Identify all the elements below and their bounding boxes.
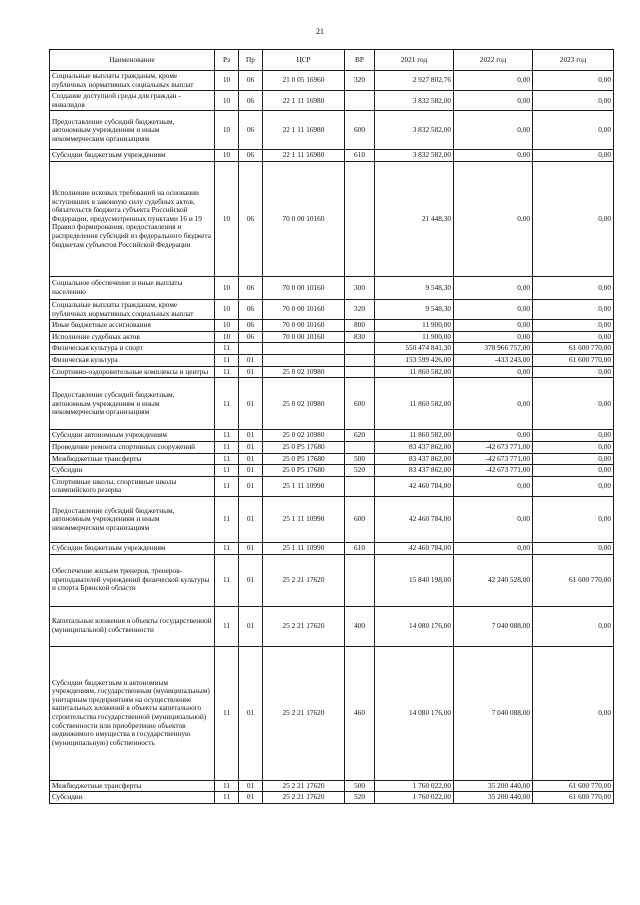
row-vr: 300 [345,277,375,300]
table-row [50,277,614,300]
table-row [50,465,614,477]
row-2022: 0,00 [454,150,533,162]
table-row [50,792,614,804]
row-vr: 520 [345,465,375,477]
table-row [50,366,614,378]
row-rz: 11 [215,465,239,477]
row-rz: 10 [215,331,239,343]
row-pr: 01 [239,453,263,465]
row-name: Межбюджетные трансферты [50,453,215,465]
row-vr: 610 [345,150,375,162]
row-pr: 01 [239,554,263,606]
row-2021: 3 832 582,00 [375,150,454,162]
row-2023: 61 600 770,00 [533,792,614,804]
row-2023: 61 600 770,00 [533,554,614,606]
row-2022: 0,00 [454,331,533,343]
row-vr [345,162,375,277]
row-csr: 25 2 21 17620 [263,792,345,804]
row-2022: 0,00 [454,71,533,91]
row-2021: 11 900,00 [375,331,454,343]
header-pr: Пр [239,50,263,71]
row-rz: 11 [215,542,239,554]
row-pr [239,343,263,355]
row-2023: 0,00 [533,366,614,378]
row-2021: 42 460 784,00 [375,496,454,542]
row-2023: 0,00 [533,150,614,162]
row-rz: 11 [215,792,239,804]
header-2023: 2023 год [533,50,614,71]
row-2023: 0,00 [533,91,614,111]
row-vr [345,355,375,367]
row-2022: 0,00 [454,91,533,111]
table-row [50,150,614,162]
row-vr: 500 [345,780,375,792]
row-2021: 11 900,00 [375,320,454,332]
row-rz: 10 [215,71,239,91]
row-pr: 01 [239,496,263,542]
header-rz: Рз [215,50,239,71]
row-2023: 0,00 [533,277,614,300]
table-row [50,343,614,355]
row-vr [345,343,375,355]
row-rz: 11 [215,606,239,646]
row-2023: 0,00 [533,378,614,430]
row-2022: 0,00 [454,111,533,150]
row-name: Субсидии бюджетным учреждениям [50,150,215,162]
row-2021: 3 832 582,00 [375,111,454,150]
row-name: Проведение ремонта спортивных сооружений [50,441,215,453]
row-2023: 0,00 [533,320,614,332]
table-row [50,496,614,542]
row-pr: 06 [239,277,263,300]
row-rz: 10 [215,320,239,332]
row-pr: 06 [239,71,263,91]
row-2022: -42 673 771,00 [454,465,533,477]
row-2022: 0,00 [454,378,533,430]
table-row [50,300,614,320]
row-rz: 10 [215,162,239,277]
row-2021: 21 448,30 [375,162,454,277]
row-2023: 0,00 [533,331,614,343]
row-vr: 320 [345,300,375,320]
row-name: Субсидии бюджетным учреждениям [50,542,215,554]
table-row [50,476,614,496]
row-2022: 7 040 088,00 [454,646,533,780]
row-2021: 14 080 176,00 [375,606,454,646]
row-pr: 01 [239,366,263,378]
row-2022: -42 673 771,00 [454,453,533,465]
row-pr: 01 [239,646,263,780]
row-pr: 01 [239,355,263,367]
header-csr: ЦСР [263,50,345,71]
row-csr: 25 0 02 10980 [263,430,345,442]
row-2021: 1 760 022,00 [375,780,454,792]
row-vr: 460 [345,646,375,780]
row-csr: 25 2 21 17620 [263,646,345,780]
row-2022: 0,00 [454,300,533,320]
row-name: Предоставление субсидий бюджетным, автономным учреждениям и иным некоммерческим организациям [50,378,215,430]
row-rz: 10 [215,300,239,320]
row-name: Обеспечение жильем тренеров, тренеров-преподавателей учреждений физической культуры и спорта Брянской области [50,554,215,606]
row-csr: 70 0 00 10160 [263,331,345,343]
row-2021: 2 927 802,76 [375,71,454,91]
row-2022: 378 966 757,00 [454,343,533,355]
row-pr: 01 [239,542,263,554]
row-2021: 83 437 862,00 [375,453,454,465]
row-2023: 0,00 [533,162,614,277]
row-2022: -42 673 771,00 [454,441,533,453]
row-csr: 70 0 00 10160 [263,320,345,332]
row-name: Иные бюджетные ассигнования [50,320,215,332]
header-row [50,50,614,71]
row-2023: 0,00 [533,71,614,91]
row-rz: 11 [215,476,239,496]
row-2021: 83 437 862,00 [375,441,454,453]
row-csr [263,343,345,355]
row-2022: 0,00 [454,320,533,332]
row-2021: 9 548,30 [375,277,454,300]
row-pr: 06 [239,331,263,343]
row-rz: 10 [215,277,239,300]
row-csr: 21 0 05 16960 [263,71,345,91]
row-2021: 1 760 022,00 [375,792,454,804]
row-csr: 25 1 11 10990 [263,496,345,542]
row-csr: 22 1 11 16980 [263,91,345,111]
row-2021: 153 599 426,00 [375,355,454,367]
row-name: Спортивные школы, спортивные школы олимпийского резерва [50,476,215,496]
row-vr: 500 [345,453,375,465]
row-name: Субсидии бюджетным и автономным учреждениям, государственным (муниципальным) унитарным предприятиям на осуществление капитальных вложений в объекты капитального строительства государственной (муниципальной) собственности или приобретение объектов недвижимого имущества в государственную (муниципальную) собственность [50,646,215,780]
table-row [50,320,614,332]
row-csr: 70 0 00 10160 [263,162,345,277]
row-2023: 61 600 770,00 [533,343,614,355]
row-name: Предоставление субсидий бюджетным, автономным учреждениям и иным некоммерческим организациям [50,111,215,150]
table-row [50,542,614,554]
row-2022: 0,00 [454,277,533,300]
row-2023: 0,00 [533,542,614,554]
row-pr: 01 [239,378,263,430]
table-row [50,355,614,367]
row-rz: 11 [215,453,239,465]
row-pr: 01 [239,441,263,453]
table-row [50,780,614,792]
row-pr: 06 [239,150,263,162]
row-csr: 25 0 02 10980 [263,366,345,378]
row-csr: 70 0 00 10160 [263,300,345,320]
row-name: Исполнение судебных актов [50,331,215,343]
row-csr: 25 0 P5 17680 [263,441,345,453]
header-2021: 2021 год [375,50,454,71]
row-csr [263,355,345,367]
row-2023: 0,00 [533,453,614,465]
row-vr: 600 [345,111,375,150]
row-2023: 0,00 [533,646,614,780]
row-2022: 35 200 440,00 [454,792,533,804]
row-csr: 25 1 11 10990 [263,476,345,496]
row-2021: 550 474 841,30 [375,343,454,355]
row-rz: 11 [215,646,239,780]
row-rz: 10 [215,150,239,162]
row-2023: 0,00 [533,606,614,646]
row-name: Создание доступной среды для граждан - инвалидов [50,91,215,111]
row-name: Предоставление субсидий бюджетным, автономным учреждениям и иным некоммерческим организациям [50,496,215,542]
row-name: Социальные выплаты гражданам, кроме публичных нормативных социальных выплат [50,71,215,91]
row-pr: 01 [239,476,263,496]
row-rz: 10 [215,91,239,111]
row-pr: 01 [239,780,263,792]
row-2021: 14 080 176,00 [375,646,454,780]
row-rz: 11 [215,496,239,542]
row-pr: 01 [239,465,263,477]
row-rz: 11 [215,343,239,355]
row-2023: 0,00 [533,465,614,477]
row-csr: 25 0 02 10980 [263,378,345,430]
table-row [50,430,614,442]
row-2021: 42 460 784,00 [375,542,454,554]
row-vr: 600 [345,378,375,430]
page-number: 21 [316,27,324,36]
row-pr: 01 [239,606,263,646]
table-row [50,71,614,91]
row-name: Исполнение исковых требований на основании вступивших в законную силу судебных актов, обязательств бюджета субъекта Российской Федерации, предусмотренных пунктами 16 и 19 Правил формирования, предоставления и распределения субсидий из федерального бюджета бюджетам субъектов Российской Федерации [50,162,215,277]
row-2023: 0,00 [533,111,614,150]
row-name: Субсидии автономным учреждениям [50,430,215,442]
row-name: Спортивно-оздоровительные комплексы и центры [50,366,215,378]
table-row [50,378,614,430]
table-row [50,453,614,465]
row-2023: 61 600 770,00 [533,355,614,367]
row-2023: 0,00 [533,496,614,542]
row-2022: 42 240 528,00 [454,554,533,606]
row-2021: 42 460 784,00 [375,476,454,496]
row-2022: 35 200 440,00 [454,780,533,792]
row-rz: 10 [215,111,239,150]
row-csr: 25 1 11 10990 [263,542,345,554]
row-name: Субсидии [50,465,215,477]
row-vr: 800 [345,320,375,332]
header-vr: ВР [345,50,375,71]
row-pr: 06 [239,162,263,277]
row-csr: 22 1 11 16980 [263,150,345,162]
row-pr: 06 [239,300,263,320]
row-pr: 01 [239,430,263,442]
row-vr: 610 [345,542,375,554]
row-2021: 11 860 582,00 [375,366,454,378]
row-2022: 0,00 [454,162,533,277]
row-vr [345,91,375,111]
row-2022: -433 243,00 [454,355,533,367]
row-2022: 0,00 [454,496,533,542]
row-name: Социальное обеспечение и иные выплаты населению [50,277,215,300]
row-2021: 11 860 582,00 [375,430,454,442]
row-2022: 0,00 [454,430,533,442]
row-vr: 320 [345,71,375,91]
row-csr: 70 0 00 10160 [263,277,345,300]
header-2022: 2022 год [454,50,533,71]
row-vr [345,554,375,606]
row-csr: 25 2 21 17620 [263,606,345,646]
row-2022: 7 040 088,00 [454,606,533,646]
row-name: Субсидии [50,792,215,804]
table-row [50,331,614,343]
row-csr: 25 2 21 17620 [263,554,345,606]
row-2023: 0,00 [533,300,614,320]
budget-table [49,49,614,804]
row-2023: 0,00 [533,476,614,496]
row-csr: 25 0 P5 17680 [263,465,345,477]
row-rz: 11 [215,441,239,453]
row-rz: 11 [215,780,239,792]
row-vr: 600 [345,496,375,542]
row-rz: 11 [215,366,239,378]
row-name: Физическая культура [50,355,215,367]
table-row [50,441,614,453]
row-name: Межбюджетные трансферты [50,780,215,792]
row-2021: 11 860 582,00 [375,378,454,430]
table-row [50,91,614,111]
table-row [50,554,614,606]
row-pr: 01 [239,792,263,804]
row-rz: 11 [215,355,239,367]
row-rz: 11 [215,430,239,442]
row-2021: 9 548,30 [375,300,454,320]
row-vr: 830 [345,331,375,343]
row-csr: 22 1 11 16980 [263,111,345,150]
row-csr: 25 2 21 17620 [263,780,345,792]
row-2022: 0,00 [454,366,533,378]
row-name: Физическая культура и спорт [50,343,215,355]
row-2023: 0,00 [533,441,614,453]
row-2021: 15 840 198,00 [375,554,454,606]
row-name: Капитальные вложения в объекты государственной (муниципальной) собственности [50,606,215,646]
row-2023: 61 600 770,00 [533,780,614,792]
row-vr [345,366,375,378]
row-pr: 06 [239,111,263,150]
row-vr [345,441,375,453]
row-vr: 520 [345,792,375,804]
table-row [50,111,614,150]
row-2022: 0,00 [454,542,533,554]
row-pr: 06 [239,320,263,332]
header-name: Наименование [50,50,215,71]
row-vr: 400 [345,606,375,646]
table-row [50,646,614,780]
table-row [50,606,614,646]
table-row [50,162,614,277]
row-2022: 0,00 [454,476,533,496]
row-csr: 25 0 P5 17680 [263,453,345,465]
row-rz: 11 [215,554,239,606]
row-vr: 620 [345,430,375,442]
row-2021: 3 832 582,00 [375,91,454,111]
row-2021: 83 437 862,00 [375,465,454,477]
row-name: Социальные выплаты гражданам, кроме публичных нормативных социальных выплат [50,300,215,320]
row-pr: 06 [239,91,263,111]
row-2023: 0,00 [533,430,614,442]
row-rz: 11 [215,378,239,430]
row-vr [345,476,375,496]
